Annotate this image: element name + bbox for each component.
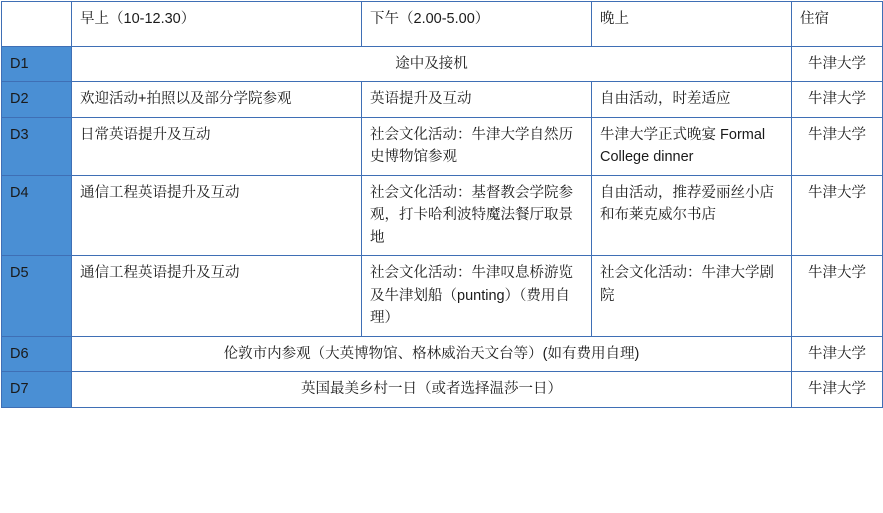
accommodation-cell: 牛津大学 <box>792 175 883 255</box>
merged-activity-cell: 英国最美乡村一日（或者选择温莎一日） <box>72 372 792 407</box>
evening-cell: 自由活动，推荐爱丽丝小店和布莱克威尔书店 <box>592 175 792 255</box>
afternoon-cell: 社会文化活动：基督教会学院参观，打卡哈利波特魔法餐厅取景地 <box>362 175 592 255</box>
merged-activity-cell: 伦敦市内参观（大英博物馆、格林威治天文台等）(如有费用自理) <box>72 336 792 371</box>
table-row <box>2 372 883 407</box>
accommodation-cell: 牛津大学 <box>792 372 883 407</box>
morning-cell: 日常英语提升及互动 <box>72 117 362 175</box>
header-morning: 早上（10-12.30） <box>72 2 362 47</box>
day-label: D2 <box>2 82 72 117</box>
evening-cell: 牛津大学正式晚宴 Formal College dinner <box>592 117 792 175</box>
merged-activity-cell: 途中及接机 <box>72 47 792 82</box>
accommodation-cell: 牛津大学 <box>792 117 883 175</box>
header-afternoon: 下午（2.00-5.00） <box>362 2 592 47</box>
morning-cell: 通信工程英语提升及互动 <box>72 175 362 255</box>
afternoon-cell: 社会文化活动：牛津叹息桥游览及牛津划船（punting）（费用自理） <box>362 256 592 336</box>
evening-cell: 自由活动，时差适应 <box>592 82 792 117</box>
header-corner-cell <box>2 2 72 47</box>
morning-cell: 通信工程英语提升及互动 <box>72 256 362 336</box>
evening-cell: 社会文化活动：牛津大学剧院 <box>592 256 792 336</box>
accommodation-cell: 牛津大学 <box>792 47 883 82</box>
header-evening: 晚上 <box>592 2 792 47</box>
table-row <box>2 336 883 371</box>
accommodation-cell: 牛津大学 <box>792 336 883 371</box>
morning-cell: 欢迎活动+拍照以及部分学院参观 <box>72 82 362 117</box>
table-header-row <box>2 2 883 47</box>
accommodation-cell: 牛津大学 <box>792 256 883 336</box>
day-label: D4 <box>2 175 72 255</box>
table-row <box>2 175 883 255</box>
day-label: D3 <box>2 117 72 175</box>
afternoon-cell: 英语提升及互动 <box>362 82 592 117</box>
table-row <box>2 117 883 175</box>
day-label: D1 <box>2 47 72 82</box>
day-label: D6 <box>2 336 72 371</box>
table-row <box>2 82 883 117</box>
table-row <box>2 256 883 336</box>
table-row <box>2 47 883 82</box>
itinerary-table <box>1 1 883 408</box>
day-label: D5 <box>2 256 72 336</box>
accommodation-cell: 牛津大学 <box>792 82 883 117</box>
header-accommodation: 住宿 <box>792 2 883 47</box>
day-label: D7 <box>2 372 72 407</box>
afternoon-cell: 社会文化活动：牛津大学自然历史博物馆参观 <box>362 117 592 175</box>
